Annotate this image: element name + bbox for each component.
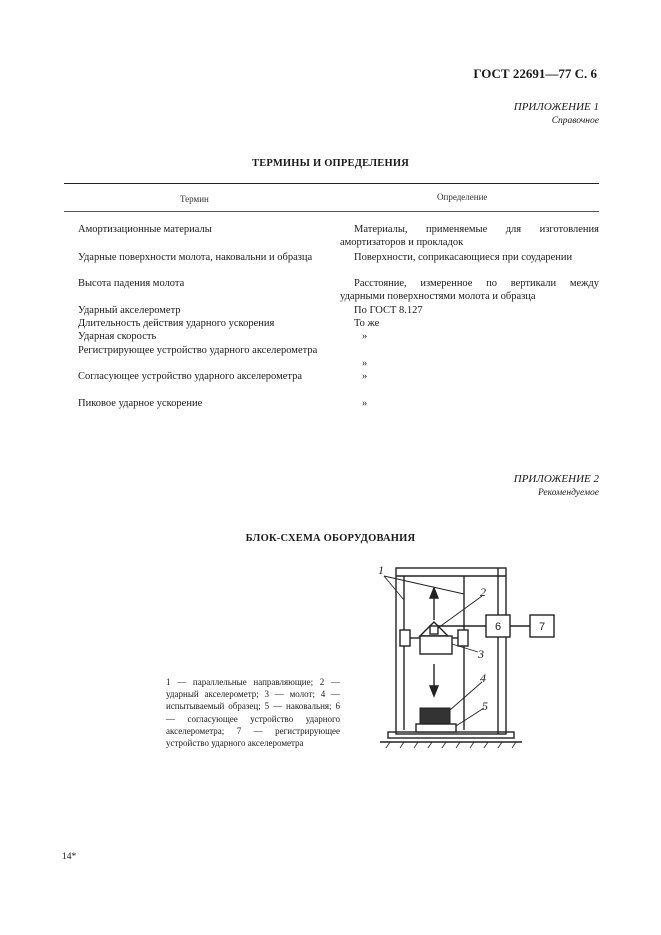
table-row-term: Согласующее устройство ударного акселерометра: [78, 371, 303, 382]
table-row-definition: »: [362, 371, 368, 382]
column-header-term: Термин: [180, 194, 209, 204]
table-row-definition: »: [362, 331, 368, 342]
table-row-definition: »: [362, 358, 368, 369]
table-row-definition: »: [362, 398, 368, 409]
table-row-term: Пиковое ударное ускорение: [78, 398, 203, 409]
base-plate: [388, 732, 514, 738]
diagram-label: 1: [378, 563, 384, 577]
appendix-2-note: Рекомендуемое: [537, 488, 599, 498]
anvil: [416, 724, 456, 732]
column-header-definition: Определение: [437, 192, 488, 202]
appendix-1-label: ПРИЛОЖЕНИЕ 1: [513, 101, 599, 113]
table-row-term: Ударный акселерометр: [78, 305, 181, 316]
appendix-2-label: ПРИЛОЖЕНИЕ 2: [513, 473, 599, 485]
table-top-rule: [64, 183, 599, 184]
diagram-label: 5: [482, 699, 488, 713]
appendix-2-title: БЛОК-СХЕМА ОБОРУДОВАНИЯ: [245, 533, 416, 544]
table-row-definition: Поверхности, соприкасающиеся при соударении: [354, 252, 573, 263]
table-row-definition: По ГОСТ 8.127: [354, 305, 423, 316]
appendix-2-header: [514, 472, 599, 500]
arrow-up-icon: [430, 588, 438, 598]
diagram-label: 7: [538, 621, 546, 633]
diagram-label: 2: [480, 585, 486, 599]
appendix-1-header: [514, 100, 599, 128]
table-row-definition: Расстояние, измеренное по вертикали между ударными поверхностями молота и образца: [340, 278, 599, 302]
table-row-definition: Материалы, применяемые для изготовления амортизаторов и прокладок: [340, 224, 599, 248]
diagram-label: 4: [480, 671, 486, 685]
table-row-term: Высота падения молота: [78, 278, 185, 289]
table-header-rule: [64, 211, 599, 212]
table-row-definition: То же: [354, 318, 380, 329]
hammer-slider-left: [400, 630, 410, 646]
appendix-1-note: Справочное: [551, 116, 599, 126]
page-number: 14*: [62, 852, 77, 862]
table-row-term: Длительность действия ударного ускорения: [78, 318, 275, 329]
table-row-term: Регистрирующее устройство ударного акселерометра: [78, 345, 318, 356]
appendix-1-title: ТЕРМИНЫ И ОПРЕДЕЛЕНИЯ: [252, 158, 409, 169]
diagram-label: 3: [478, 647, 484, 661]
table-row-term: Ударная скорость: [78, 331, 157, 342]
diagram-label: 6: [494, 621, 502, 633]
standard-reference: ГОСТ 22691—77 С. 6: [473, 66, 597, 81]
accelerometer: [430, 626, 438, 634]
diagram-caption: 1 — параллельные направляющие; 2 — ударный акселерометр; 3 — молот; 4 — испытываемый образец; 5 — наковальня; 6 — согласующее устройство ударного акселерометра; 7 — регистрирующее устройство ударного акселерометра: [166, 677, 340, 749]
equipment-block-diagram: [360, 560, 600, 760]
hammer-slider-right: [458, 630, 468, 646]
arrow-down-icon: [430, 686, 438, 696]
table-row-term: Амортизационные материалы: [78, 224, 212, 235]
table-row-term: Ударные поверхности молота, наковальни и образца: [78, 252, 313, 263]
test-specimen: [420, 708, 450, 724]
hammer-body: [420, 636, 452, 654]
